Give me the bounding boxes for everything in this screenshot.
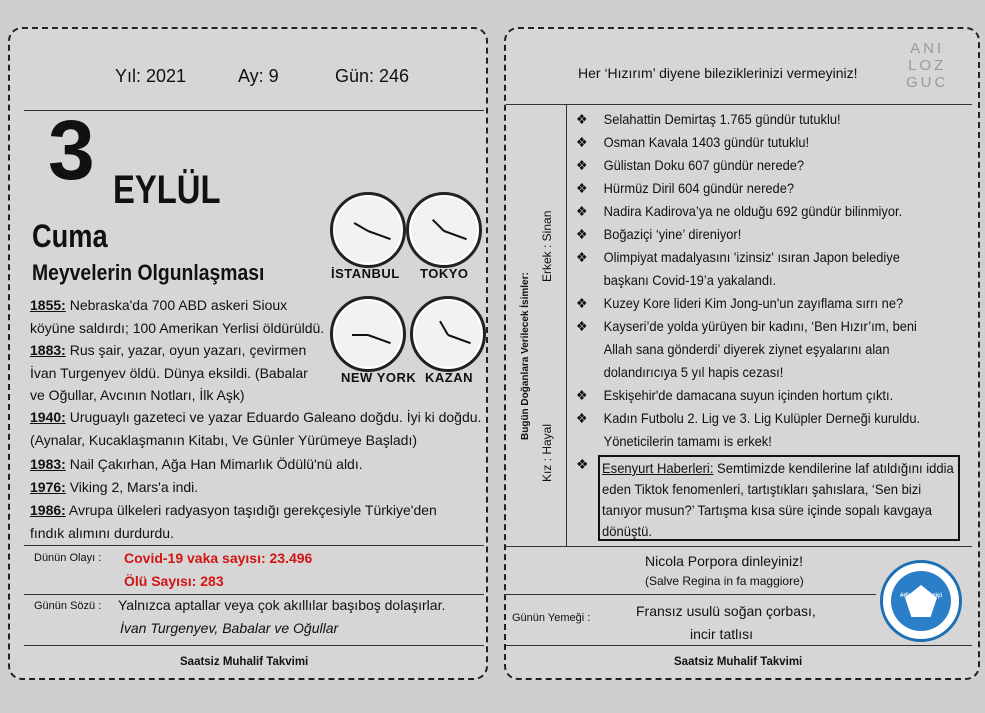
- news-item: ❖ Nadira Kadirova’ya ne olduğu 692 gündür bilinmiyor.: [576, 200, 937, 223]
- diamond-bullet-icon: ❖: [576, 203, 588, 219]
- month-number-label: Ay: 9: [238, 66, 279, 86]
- event-text: Viking 2, Mars'a indi.: [65, 479, 199, 495]
- divider: [24, 645, 484, 646]
- divider: [506, 645, 972, 646]
- istanbul-clock-label: İSTANBUL: [331, 266, 400, 281]
- diamond-bullet-icon: ❖: [576, 387, 588, 403]
- tokyo-clock-label: TOKYO: [420, 266, 469, 281]
- left-footer: Saatsiz Muhalif Takvimi: [180, 656, 309, 668]
- event-year: 1983:: [30, 456, 66, 472]
- event-1983: [30, 453, 482, 476]
- year-label: Yıl: 2021: [115, 66, 187, 86]
- kazan-clock-label: KAZAN: [425, 370, 473, 385]
- diamond-bullet-icon: ❖: [576, 295, 588, 311]
- boy-name: Erkek : Sinan: [540, 210, 554, 282]
- news-item: ❖ Eskişehir'de damacana suyun içinden hortum çıktı.: [576, 384, 937, 407]
- news-item: ❖ Kuzey Kore lideri Kim Jong-un'un zayıflama sırrı ne?: [576, 292, 937, 315]
- event-year: 1855:: [30, 297, 66, 313]
- event-text: Avrupa ülkeleri radyasyon taşıdığı gerekçesiyle Türkiye'den fındık alımını durdurdu.: [30, 502, 437, 541]
- boxed-news-text: Semtimizde kendilerine laf atıldığını iddia eden Tiktok fenomenleri, tartıştıkları şahıslara, ‘Sen bizi tanıyor musun?’ Tartışma kısa süre içinde sopalı kavgaya dönüştü.: [602, 460, 954, 539]
- big-day-number: 3: [48, 103, 93, 197]
- music-piece: (Salve Regina in fa maggiore): [645, 574, 804, 588]
- divider: [506, 594, 876, 595]
- esenyurt-news-box: [598, 455, 960, 541]
- event-1976: [30, 476, 482, 499]
- aniloz-guc-logo: ANI LOZ GUC: [906, 40, 949, 91]
- diamond-bullet-icon: ❖: [576, 456, 589, 472]
- diamond-bullet-icon: ❖: [576, 226, 588, 242]
- event-year: 1883:: [30, 342, 66, 358]
- day-special-name: Meyvelerin Olgunlaşması: [32, 260, 265, 285]
- header-warning: Her ‘Hızırım’ diyene bileziklerinizi vermeyiniz!: [578, 65, 858, 81]
- event-text: Rus şair, yazar, oyun yazarı, çevirmen İvan Turgenyev öldü. Dünya eksildi. (Babalar ve Oğullar, Avcının Notları, İlk Aşk): [30, 342, 308, 403]
- divider: [24, 545, 484, 546]
- divider: [506, 546, 972, 547]
- news-item: ❖ Olimpiyat madalyasını 'izinsiz' ısıran Japon belediye başkanı Covid-19’a yakalandı.: [576, 246, 937, 292]
- names-column-divider: [566, 104, 567, 546]
- soz-label: Günün Sözü :: [34, 600, 102, 612]
- news-item: ❖ Boğaziçi ‘yine’ direniyor!: [576, 223, 937, 246]
- event-text: Nebraska'da 700 ABD askeri Sioux köyüne saldırdı; 100 Amerikan Yerlisi öldürüldü.: [30, 297, 325, 336]
- yemek-line2: incir tatlısı: [690, 626, 754, 642]
- olay-label: Dünün Olayı :: [34, 552, 102, 564]
- diamond-bullet-icon: ❖: [576, 410, 588, 426]
- diamond-bullet-icon: ❖: [576, 157, 588, 173]
- event-1855: [30, 294, 330, 339]
- newyork-clock-icon: [330, 296, 406, 372]
- event-year: 1976:: [30, 479, 66, 495]
- news-item: ❖ Kayseri’de yolda yürüyen bir kadını, ‘Ben Hızır’ım, beni Allah sana gönderdi’ diyerek ziynet eşyalarını alan dolandırıcıya 5 yıl hapis cezası!: [576, 315, 937, 384]
- diamond-bullet-icon: ❖: [576, 318, 588, 334]
- diamond-bullet-icon: ❖: [576, 134, 588, 150]
- news-item: ❖ Selahattin Demirtaş 1.765 gündür tutuklu!: [576, 108, 937, 131]
- covid-deaths: Ölü Sayısı: 283: [124, 573, 224, 589]
- event-1883: [30, 339, 320, 407]
- tokyo-clock-icon: [406, 192, 482, 268]
- girl-name: Kız : Hayal: [540, 423, 554, 482]
- soz-author: İvan Turgenyev, Babalar ve Oğullar: [120, 620, 339, 636]
- event-year: 1940:: [30, 409, 66, 425]
- news-item: ❖ Kadın Futbolu 2. Lig ve 3. Lig Kulüpler Derneği kuruldu. Yöneticilerin tamamı is erkek!: [576, 407, 937, 453]
- diamond-bullet-icon: ❖: [576, 111, 588, 127]
- yemek-line1: Fransız usulü soğan çorbası,: [636, 603, 816, 619]
- diamond-bullet-icon: ❖: [576, 249, 588, 265]
- yemek-label: Günün Yemeği :: [512, 612, 591, 624]
- divider: [24, 110, 484, 111]
- names-title: Bugün Doğanlara Verilecek İsimler:: [520, 272, 531, 440]
- news-item: ❖ Hürmüz Diril 604 gündür nerede?: [576, 177, 937, 200]
- divider: [506, 104, 972, 105]
- covid-cases: Covid-19 vaka sayısı: 23.496: [124, 550, 313, 566]
- news-item: ❖ Gülistan Doku 607 gündür nerede?: [576, 154, 937, 177]
- news-list: [576, 108, 968, 453]
- soz-text: Yalnızca aptallar veya çok akıllılar başıboş dolaşırlar.: [118, 597, 446, 613]
- istanbul-clock-icon: [330, 192, 406, 268]
- right-footer: Saatsiz Muhalif Takvimi: [674, 656, 803, 668]
- music-recommendation: Nicola Porpora dinleyiniz!: [645, 553, 803, 569]
- university-badge-icon: #direnboğaziçi: [880, 560, 962, 642]
- newyork-clock-label: NEW YORK: [341, 370, 417, 385]
- event-text: Uruguaylı gazeteci ve yazar Eduardo Galeano doğdu. İyi ki doğdu. (Aynalar, Kucaklaşmanın Kitabı, Ve Günler Yürümeye Başladı): [30, 409, 482, 448]
- day-number-label: Gün: 246: [335, 66, 410, 86]
- month-name: EYLÜL: [113, 168, 221, 212]
- event-year: 1986:: [30, 502, 66, 518]
- event-1940: [30, 406, 482, 451]
- event-1986: [30, 499, 470, 544]
- diamond-bullet-icon: ❖: [576, 180, 588, 196]
- boxed-news-title: Esenyurt Haberleri:: [602, 460, 714, 476]
- divider: [24, 594, 484, 595]
- news-item: ❖ Osman Kavala 1403 gündür tutuklu!: [576, 131, 937, 154]
- kazan-clock-icon: [410, 296, 486, 372]
- weekday-name: Cuma: [32, 218, 108, 254]
- event-text: Nail Çakırhan, Ağa Han Mimarlık Ödülü'nü aldı.: [65, 456, 363, 472]
